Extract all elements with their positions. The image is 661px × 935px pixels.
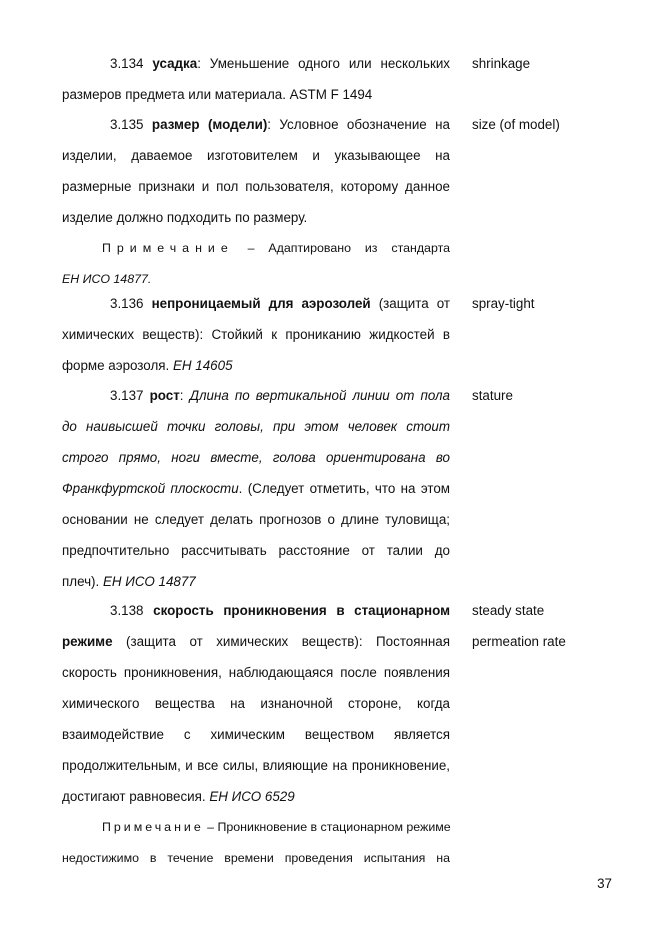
def-line: химического вещества на изнаночной стороне, когда bbox=[62, 696, 450, 711]
def-line bbox=[62, 566, 450, 597]
term: скорость проникновения в стационарном bbox=[153, 603, 450, 618]
definition: строго прямо, ноги вместе, голова ориентирована во bbox=[62, 450, 450, 465]
def-line: взаимодействие с химическим веществом является bbox=[62, 727, 450, 742]
entry-ru-text bbox=[62, 109, 450, 295]
def-line bbox=[62, 109, 450, 140]
colon: : bbox=[179, 388, 190, 403]
entry-ru-text bbox=[62, 595, 450, 874]
def-line: размерные признаки и пол пользователя, которому данное bbox=[62, 179, 450, 194]
definition: . (Следует отметить, что на этом bbox=[238, 481, 450, 496]
def-line bbox=[62, 595, 450, 626]
def-line bbox=[62, 380, 450, 411]
entry-number: 3.134 bbox=[110, 56, 144, 71]
def-line: изделии, даваемое изготовителем и указывающее на bbox=[62, 148, 450, 163]
def-line bbox=[62, 626, 450, 657]
def-line: химических веществ): Стойкий к прониканию жидкостей в bbox=[62, 327, 450, 342]
note-line: недостижимо в течение времени проведения испытания на bbox=[62, 851, 450, 865]
entry-number: 3.135 bbox=[110, 117, 144, 132]
definition: : Уменьшение одного или нескольких bbox=[197, 56, 450, 71]
definition: достигают равновесия. bbox=[62, 789, 210, 804]
definition: : Условное обозначение на bbox=[267, 117, 450, 132]
term: рост bbox=[149, 388, 180, 403]
def-line: размеров предмета или материала. ASTM F 1494 bbox=[62, 87, 373, 102]
english-term: shrinkage bbox=[472, 56, 531, 71]
note-label: Примечание bbox=[102, 241, 234, 255]
entry-ru-text bbox=[62, 48, 450, 110]
entry-number: 3.138 bbox=[110, 603, 144, 618]
note-text: – Проникновение в стационарном режиме bbox=[203, 820, 451, 834]
note-line bbox=[62, 233, 450, 264]
english-term: stature bbox=[472, 388, 513, 403]
page-number: 37 bbox=[597, 876, 612, 891]
def-line: скорость проникновения, наблюдающаяся после появления bbox=[62, 665, 450, 680]
term: непроницаемый для аэрозолей bbox=[151, 296, 371, 311]
def-line bbox=[62, 288, 450, 319]
def-line bbox=[62, 473, 450, 504]
english-term: size (of model) bbox=[472, 117, 560, 132]
definition: (защита от bbox=[370, 296, 450, 311]
term: усадка bbox=[152, 56, 198, 71]
term: режиме bbox=[62, 634, 113, 649]
definition: Длина по вертикальной линии от пола bbox=[189, 388, 450, 403]
def-line: основании не следует делать прогнозов о длине туловища; bbox=[62, 512, 450, 527]
entry-number: 3.136 bbox=[110, 296, 144, 311]
def-line: предпочтительно рассчитывать расстояние от талии до bbox=[62, 543, 450, 558]
def-line bbox=[62, 781, 450, 812]
entry-ru-text bbox=[62, 380, 450, 597]
def-line bbox=[62, 411, 450, 442]
standard-reference: ЕН ИСО 14877 bbox=[102, 574, 196, 589]
def-line: продолжительным, и все силы, влияющие на проникновение, bbox=[62, 758, 450, 773]
entry-ru-text bbox=[62, 288, 450, 381]
definition: форме аэрозоля. bbox=[62, 358, 173, 373]
english-term-line: steady state bbox=[472, 603, 545, 618]
definition: (защита от химических веществ): Постоянная bbox=[112, 634, 450, 649]
standard-reference: ЕН ИСО 6529 bbox=[209, 789, 295, 804]
english-term-line: permeation rate bbox=[472, 634, 566, 649]
note-line bbox=[62, 812, 450, 843]
standard-reference: ЕН 14605 bbox=[172, 358, 233, 373]
def-line bbox=[62, 442, 450, 473]
def-line: изделие должно подходить по размеру. bbox=[62, 210, 308, 225]
standard-reference: ЕН ИСО 14877. bbox=[62, 272, 152, 286]
def-line bbox=[62, 48, 450, 79]
definition: до наивысшей точки головы, при этом человек стоит bbox=[62, 419, 450, 434]
definition: Франкфуртской плоскости bbox=[62, 481, 239, 496]
term: размер (модели) bbox=[151, 117, 268, 132]
def-line bbox=[62, 350, 450, 381]
definition: плеч). bbox=[62, 574, 103, 589]
note-label: Примечание bbox=[102, 820, 204, 834]
english-term bbox=[472, 595, 642, 657]
entry-number: 3.137 bbox=[110, 388, 144, 403]
english-term: spray-tight bbox=[472, 296, 535, 311]
note-text: – Адаптировано из стандарта bbox=[233, 241, 450, 255]
